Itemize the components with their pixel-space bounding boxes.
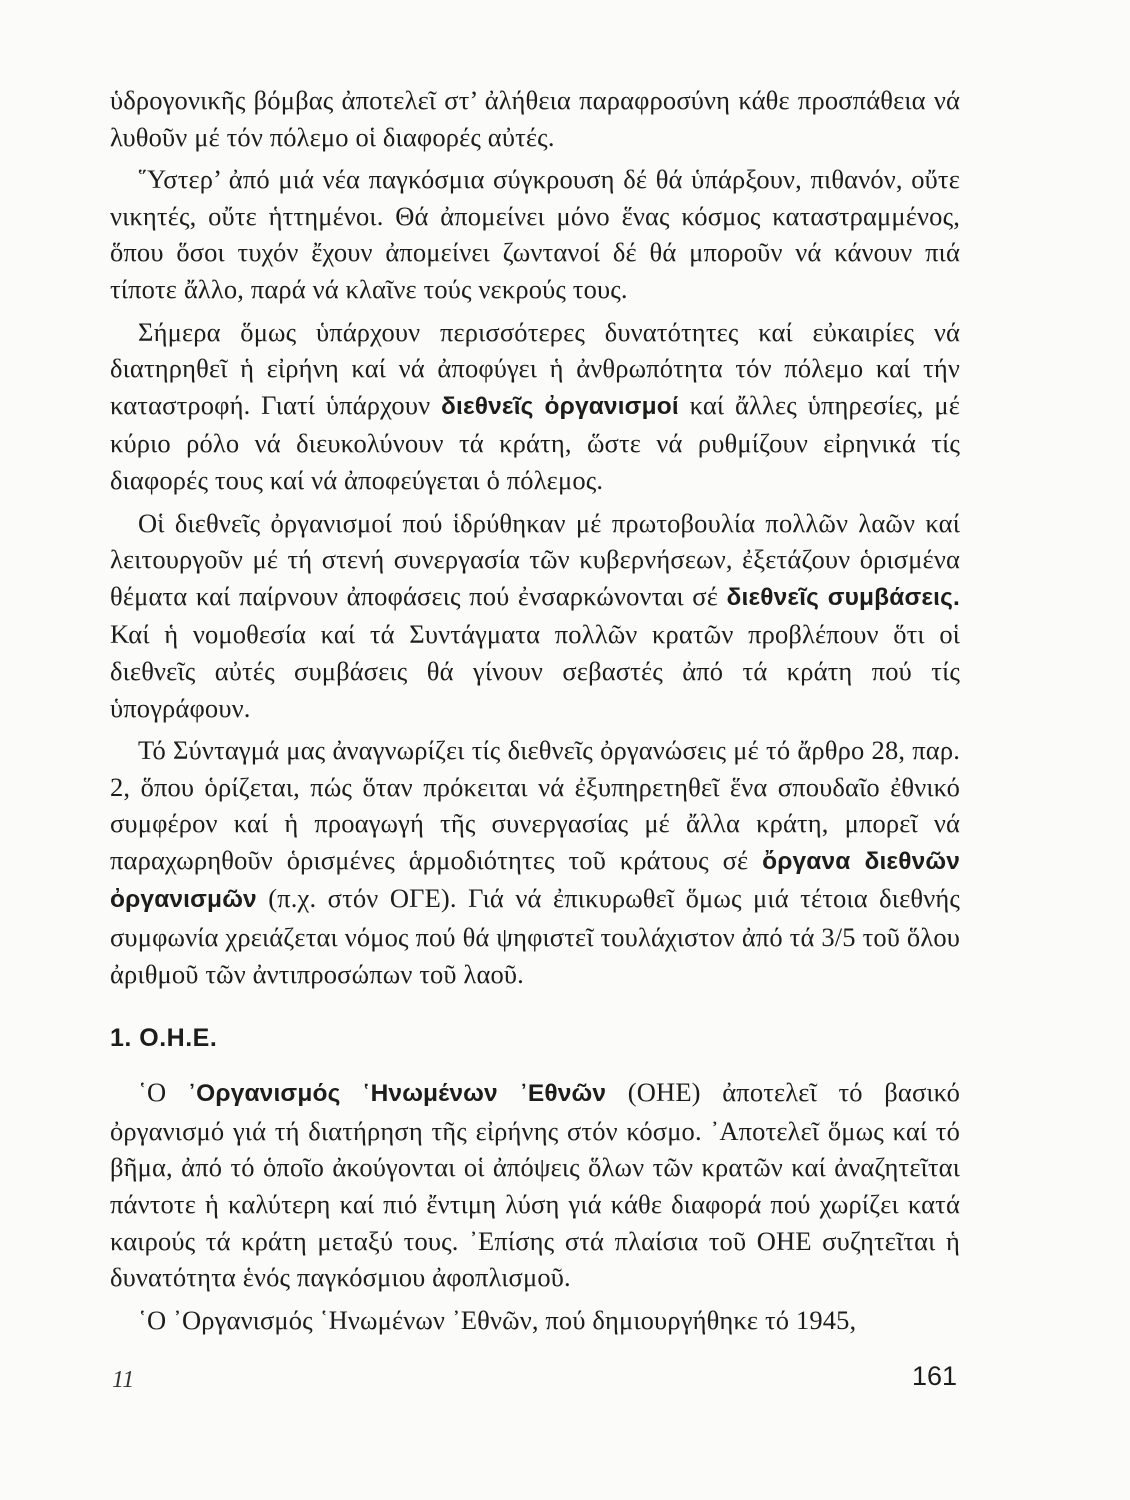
signature-mark: 11 [112, 1367, 135, 1393]
paragraph-text: ῞Υστερ’ ἀπό μιά νέα παγκόσμια σύγκρουση δέ θά ὑπάρξουν, πιθανόν, οὔτε νικητές, οὔτε ἡττημένοι. Θά ἀπομείνει μόνο ἕνας κόσμος καταστραμμένος, ὅπου ὅσοι τυχόν ἔχουν ἀπομείνει ζωντανοί δέ θά μποροῦν νά κάνουν πιά τίποτε ἄλλο, παρά νά κλαῖνε τούς νεκρούς τους. [110, 164, 960, 304]
paragraph-text: (ΟΗΕ) ἀποτελεῖ τό βασικό ὀργανισμό γιά τή διατήρηση τῆς εἰρήνης στόν κόσμο. ᾿Αποτελεῖ ὅμως καί τό βῆμα, ἀπό τό ὁποῖο ἀκούγονται οἱ ἀπόψεις ὅλων τῶν κρατῶν καί ἀναζητεῖται πάντοτε ἡ καλύτερη καί πιό ἔντιμη λύση γιά κάθε διαφορά πού χωρίζει κατά καιρούς τά κράτη μεταξύ τους. ᾿Επίσης στά πλαίσια τοῦ ΟΗΕ συζητεῖται ἡ δυνατότητα ἑνός παγκόσμιου ἀφοπλισμοῦ. [110, 1077, 960, 1293]
paragraph-text: ῾Ο [138, 1077, 188, 1108]
paragraph-text: Τό Σύνταγμά μας ἀναγνωρίζει τίς διεθνεῖς ὀργανώσεις μέ τό ἄρθρο 28, παρ. 2, ὅπου ὁρίζεται, πώς ὅταν πρόκειται νά ἐξυπηρετηθεῖ ἕνα σπουδαῖο ἐθνικό συμφέρον καί ἡ προαγωγή τῆς συνεργασίας μέ ἄλλα κράτη, μπορεῖ νά παραχωρηθοῦν ὁρισμένες ἁρμοδιότητες τοῦ κράτους σέ [110, 735, 960, 875]
paragraph-text: ῾Ο ᾿Οργανισμός ῾Ηνωμένων ᾿Εθνῶν, πού δημιουργήθηκε τό 1945, [138, 1304, 857, 1335]
paragraph-constitution [110, 732, 960, 992]
paragraph-text: Σήμερα ὅμως ὑπάρχουν περισσότερες δυνατότητες καί εὐκαιρίες νά διατηρηθεῖ ἡ εἰρήνη καί νά ἀποφύγει ἡ ἀνθρωπότητα τόν πόλεμο καί τήν καταστροφή. Γιατί ὑπάρχουν [110, 316, 960, 420]
bold-term: διεθνεῖς συμβάσεις. [726, 583, 960, 611]
bold-term: ᾿Οργανισμός ῾Ηνωμένων ᾿Εθνῶν [187, 1080, 607, 1108]
paragraph-text: ὑδρογονικῆς βόμβας ἀποτελεῖ στ’ ἀλήθεια παραφροσύνη κάθε προσπάθεια νά λυθοῦν μέ τόν πόλεμο οἱ διαφορές αὐτές. [110, 85, 960, 152]
bold-term: διεθνεῖς ὀργανισμοί [441, 392, 679, 420]
paragraph-text: καί ἄλλες ὑπηρεσίες, μέ κύριο ρόλο νά διευκολύνουν τά κράτη, ὥστε νά ρυθμίζουν εἰρηνικά τίς διαφορές τους καί νά ἀποφεύγεται ὁ πόλεμος. [110, 389, 960, 495]
paragraph-international-agreements [110, 505, 960, 727]
paragraph-international-organizations [110, 314, 960, 499]
paragraph-un-role [110, 1074, 960, 1296]
paragraph-no-victors [110, 161, 960, 307]
paragraph-continuation [110, 82, 960, 155]
bold-term: ὄργανα διεθνῶν ὀργανισμῶν [110, 847, 961, 914]
section-heading: 1. Ο.Η.Ε. [110, 1024, 218, 1053]
page-number: 161 [912, 1361, 958, 1391]
paragraph-text: Καί ἡ νομοθεσία καί τά Συντάγματα πολλῶν κρατῶν προβλέπουν ὅτι οἱ διεθνεῖς αὐτές συμβάσεις θά γίνουν σεβαστές ἀπό τά κράτη πού τίς ὑπογράφουν. [110, 619, 960, 723]
paragraph-un-founding [110, 1302, 960, 1339]
paragraph-text: (π.χ. στόν ΟΓΕ). Γιά νά ἐπικυρωθεῖ ὅμως μιά τέτοια διεθνής συμφωνία χρειάζεται νόμος πού θά ψηφιστεῖ τουλάχιστον ἀπό τά 3/5 τοῦ ὅλου ἀριθμοῦ τῶν ἀντιπροσώπων τοῦ λαοῦ. [110, 883, 960, 989]
body-text [110, 82, 960, 1338]
paragraph-text: Οἱ διεθνεῖς ὀργανισμοί πού ἱδρύθηκαν μέ πρωτοβουλία πολλῶν λαῶν καί λειτουργοῦν μέ τή στενή συνεργασία τῶν κυβερνήσεων, ἐξετάζουν ὁρισμένα θέματα καί παίρνουν ἀποφάσεις πού ἐνσαρκώνονται σέ [110, 507, 960, 611]
